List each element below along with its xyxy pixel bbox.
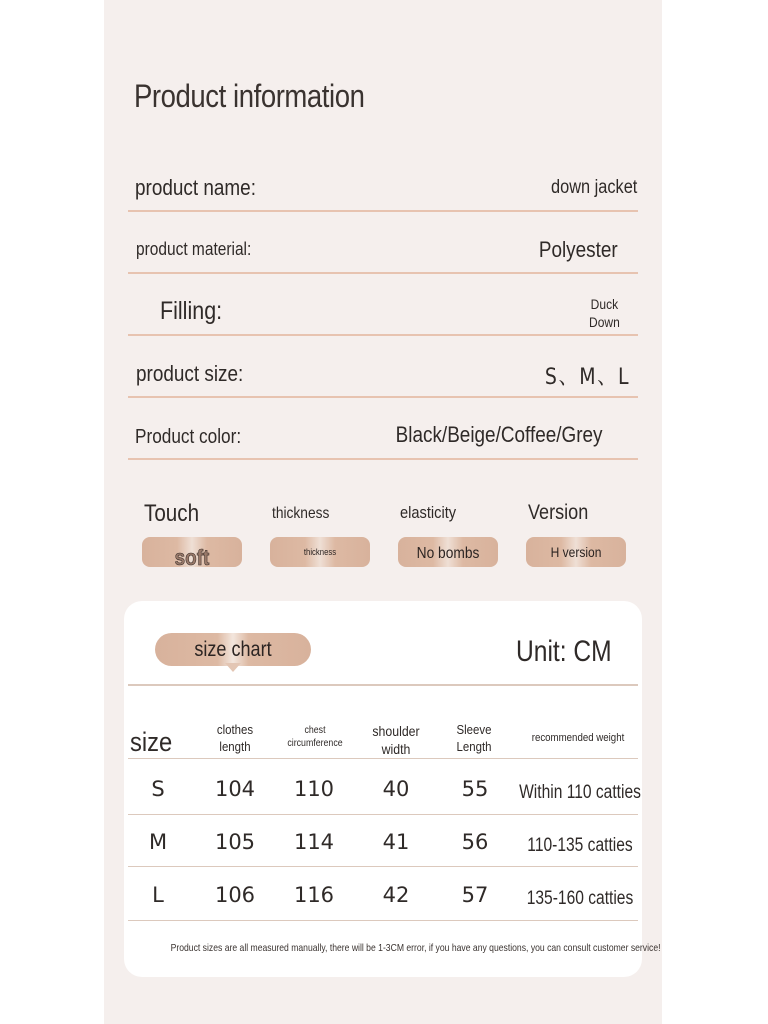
feature-touch-label: Touch [144,500,200,527]
cell-chest: 110 [293,777,335,801]
cell-sleeve: 55 [461,777,489,801]
cell-length: 104 [214,777,256,801]
material-value: Polyester [539,237,618,262]
header-shoulder-line2: width [381,741,411,758]
cell-sleeve: 56 [461,830,489,854]
color-value: Black/Beige/Coffee/Grey [395,422,602,447]
feature-elasticity-value: No bombs [416,545,480,563]
row-divider [128,866,638,867]
row-divider [128,920,638,921]
feature-thickness-pill [270,537,370,567]
feature-thickness-label: thickness [272,505,330,522]
header-shoulder-line1: shoulder [372,723,420,739]
feature-elasticity-label: elasticity [400,503,457,522]
info-row-color [128,398,638,460]
material-label: product material: [136,239,252,259]
unit-label: Unit: CM [516,635,612,668]
header-shoulder [359,722,433,758]
measurement-note: Product sizes are all measured manually, there will be 1-3CM error, if you have any questions, you can consult customer service! [170,942,661,954]
header-clothes-length-line2: length [219,738,251,754]
size-label: product size: [136,361,244,386]
info-row-name [128,150,638,212]
product-info-sheet [104,0,662,1024]
info-row-material [128,212,638,274]
feature-thickness [270,500,374,580]
filling-value-line2: Down [589,314,620,330]
feature-version-label: Version [528,501,589,524]
feature-touch [142,500,246,580]
filling-label: Filling: [160,297,223,325]
cell-weight: Within 110 catties [519,782,641,803]
feature-thickness-value: thickness [303,547,337,557]
cell-size: S [151,777,165,801]
cell-sleeve: 57 [461,883,489,907]
feature-version-pill [526,537,626,567]
size-chart-badge-label: size chart [194,637,272,661]
size-chart-card [124,601,661,977]
feature-version [526,500,630,580]
feature-version-value: H version [550,544,602,560]
header-sleeve-line2: Length [456,738,492,754]
header-clothes-length-line1: clothes [216,722,254,737]
size-chart-badge-pointer [225,663,241,672]
size-value: S、M、L [544,365,630,390]
feature-touch-pill [142,537,242,570]
cell-shoulder: 40 [382,777,410,801]
cell-chest: 116 [293,883,335,907]
header-sleeve [441,722,508,756]
header-chest [277,724,353,750]
cell-weight: 135-160 catties [526,888,634,909]
feature-elasticity [398,500,502,580]
header-clothes-length [200,722,270,756]
header-chest-line1: chest [304,725,326,736]
feature-elasticity-pill [398,537,498,567]
cell-size: M [148,830,168,854]
cell-shoulder: 41 [382,830,410,854]
card-divider [128,684,638,686]
cell-size: L [152,883,164,907]
row-divider [128,814,638,815]
color-label: Product color: [135,426,242,448]
size-chart-badge [155,633,311,666]
feature-touch-value: soft [174,545,210,570]
cell-length: 106 [214,883,256,907]
cell-length: 105 [214,830,256,854]
header-weight: recommended weight [531,732,625,744]
header-size: size [130,727,173,757]
page-title: Product information [134,78,365,114]
info-row-filling [128,274,638,336]
info-row-size [128,336,638,398]
header-chest-line2: circumference [287,738,343,749]
filling-value [589,295,620,331]
cell-weight: 110-135 catties [527,835,633,856]
cell-shoulder: 42 [382,883,410,907]
cell-chest: 114 [293,830,335,854]
header-divider [128,758,638,759]
header-sleeve-line1: Sleeve [456,722,492,737]
name-label: product name: [135,175,256,200]
filling-value-line1: Duck [590,296,619,312]
name-value: down jacket [550,177,637,198]
